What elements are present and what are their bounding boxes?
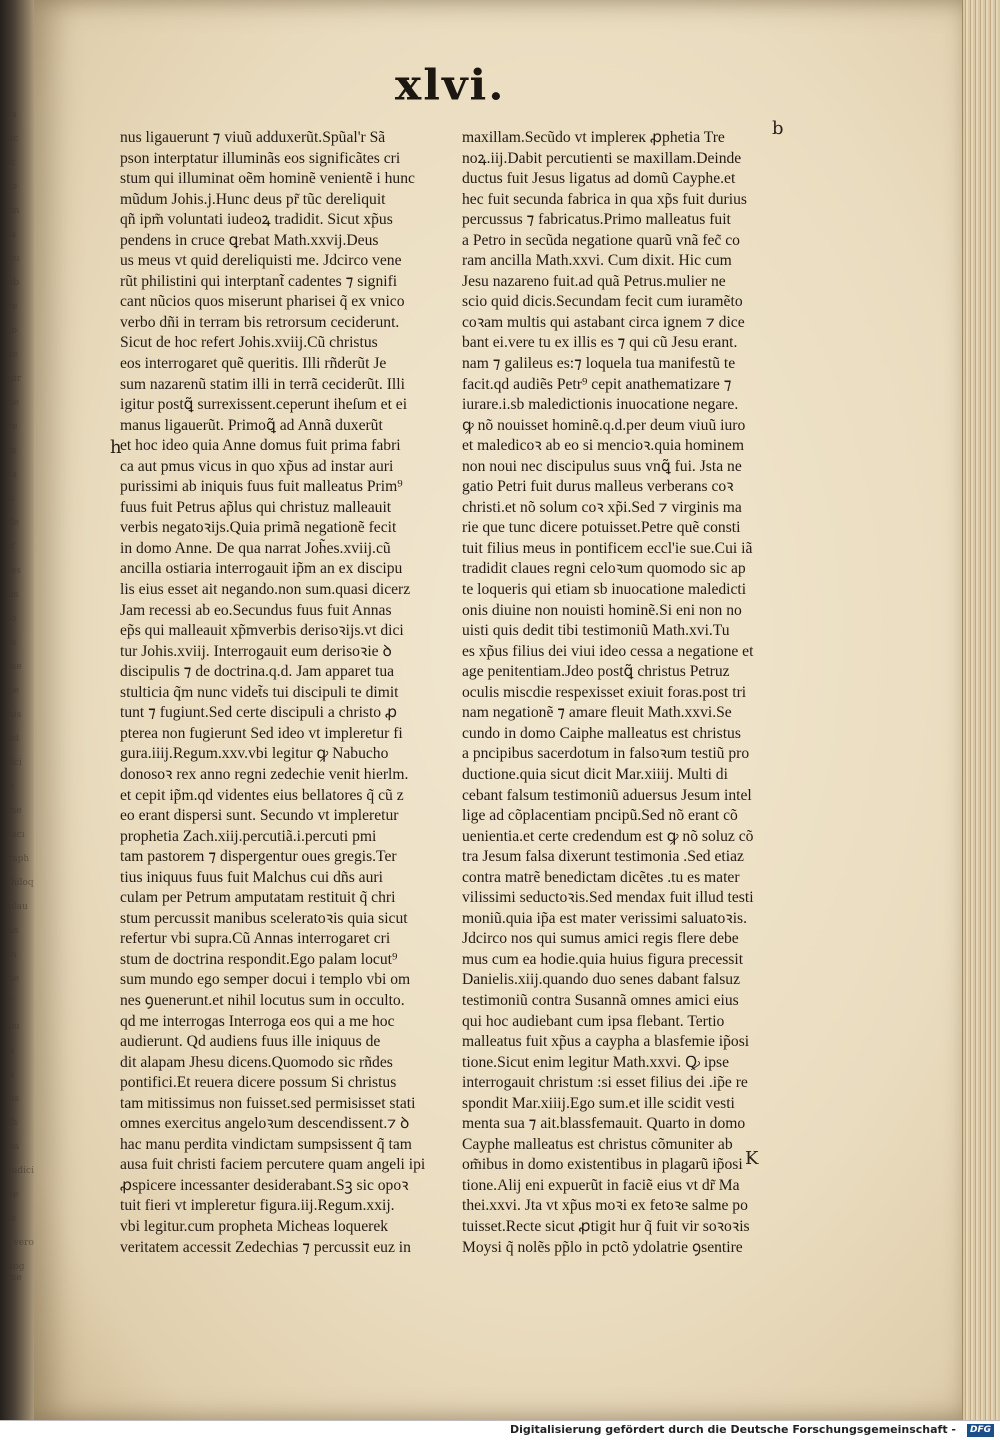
text-line: iurare.i.sb maledictionis inuocatione negare. (462, 396, 739, 414)
text-line: cebant falsum testimoniũ aduersus Jesum intel (462, 786, 752, 804)
edge-fragment: d' (8, 542, 17, 552)
text-line: om̃ibus in domo existentibus in plagarũ ip̃osi (462, 1156, 743, 1174)
text-line: a Petro in secũda negatione quarũ vnã fec̃ co (462, 231, 740, 249)
edge-fragment: fa (8, 110, 17, 120)
edge-fragment: de (8, 518, 20, 528)
text-line: uisti quis dedit tibi testimoniũ Math.xvi.Tu (462, 622, 730, 640)
marginal-mark-b: b (772, 118, 784, 139)
text-line: scio quid dicis.Secundam fecit cum iuramẽto (462, 293, 743, 311)
text-line: hec fuit secunda fabrica in qua xp̃s fuit durius (462, 190, 747, 208)
edge-fragment: ihiloq (8, 878, 34, 888)
text-line: lis eius esset ait negando.non sum.quasi dicerz (120, 581, 411, 599)
edge-fragment: Jo (8, 326, 18, 336)
text-line: tione.Alij eni expuerũt in faciẽ eius vt dr̃ Ma (462, 1176, 740, 1194)
edge-fragment: gir (8, 374, 21, 384)
edge-fragment: i vero (8, 1238, 34, 1248)
text-line: pterea non fugierunt Sed ideo vt impleretur fi (120, 724, 403, 742)
text-line: a pncipibus sacerdotum in falsoꝛum testiũ pro (462, 745, 750, 763)
text-line: thei.xxvi. Jta vt xp̃us moꝛi ex fetoꝛe salme po (462, 1197, 748, 1215)
text-line: cant nũcios quos miserunt pharisei q̃ ex vnico (120, 293, 405, 311)
text-line: tunt ⁊ fugiunt.Sed certe discipuli a christo ꝓ (120, 704, 398, 722)
edge-fragment: lis (8, 590, 19, 600)
text-line: qui hoc audiebant cum ipsa flebant. Tertio (462, 1012, 725, 1030)
text-line: refertur vbi supra.Cũ Annas interrogaret cri (120, 930, 391, 948)
text-line: spondit Mar.xiiij.Ego sum.et ille scidit vesti (462, 1094, 735, 1112)
text-line: rũt philistini qui interptant̃ cadentes ⁊ signifi (120, 272, 398, 290)
text-line: hac manu perdita vindictam sumpsissent q̃ tam (120, 1135, 412, 1153)
edge-fragment: ne (8, 398, 20, 408)
edge-fragment: me (8, 806, 22, 816)
edge-fragment: ie (8, 1214, 17, 1224)
footer-bar (0, 1420, 1000, 1440)
text-line: stum qui illuminat oẽm hominẽ venientẽ i hunc (120, 170, 415, 188)
edge-fragment: n (8, 1070, 14, 1080)
text-line: coꝛam multis qui astabant circa ignem ⁊ dice (462, 313, 745, 331)
edge-fragment: ac (8, 134, 19, 144)
text-line: malleatus fuit xp̃us a caypha a blasfemie ip̃osi (462, 1033, 750, 1051)
text-line: ca aut pmus vicus in quo xp̃us ad instar auri (120, 457, 394, 475)
text-line: stum de doctrina respondit.Ego palam locut⁹ (120, 950, 398, 968)
text-line: menta sua ⁊ ait.blassfemauit. Quarto in domo (462, 1115, 746, 1133)
right-text-column (462, 128, 780, 1258)
edge-fragment: ab (8, 278, 20, 288)
text-line: igitur postꝗ̃ surrexissent.ceperunt iheſum et ei (120, 396, 408, 414)
edge-fragment: th (8, 1118, 18, 1128)
text-line: maxillam.Secũdo vt implereĸ ꝓphetia Tre (462, 129, 725, 146)
edge-fragment: pe (8, 686, 20, 696)
text-line: nam negationẽ ⁊ amare fleuit Math.xxvi.Se (462, 704, 732, 722)
marginal-mark-h: h (110, 437, 122, 458)
edge-fragment: se (8, 350, 18, 360)
edge-fragment: ad (8, 734, 20, 744)
text-line: vbi legitur.cum propheta Micheas loquerek (120, 1217, 389, 1235)
edge-fragment: tis (8, 1094, 20, 1104)
text-line: Jesu nazareno fuit.ad quã Petrus.mulier ne (462, 272, 726, 290)
text-line: bant ei.vere tu ex illis es ⁊ qui cũ Jesu erant. (462, 334, 738, 352)
edge-fragment: n (8, 1046, 14, 1056)
text-line: pontifici.Et reuera dicere possum Si christus (120, 1074, 397, 1092)
text-line: manus ligauerũt. Primoꝗ̃ ad Annã duxerũt (120, 416, 383, 434)
text-line: Cayphe malleatus est christus cõmuniter ab (462, 1135, 733, 1153)
edge-fragment: ta (8, 470, 17, 480)
text-line: et cepit ip̃m.qd videntes eius bellatores q̃ cũ z (120, 786, 404, 804)
text-line: ductione.quia sicut dicit Mar.xiiij. Multi di (462, 765, 728, 783)
edge-fragment: fici (8, 758, 22, 768)
text-line: sum mundo ego semper docui i templo vbi om (120, 971, 411, 989)
edge-fragment: m (8, 446, 17, 456)
edge-fragment: ic (8, 158, 16, 168)
edge-fragment: nis (8, 710, 22, 720)
edge-fragment: io (8, 614, 17, 624)
text-line: age penitentiam.Jdeo postꝗ̃ christus Petruz (462, 663, 730, 681)
text-line: pendens in cruce ꝗrebat Math.xxvij.Deus (120, 231, 379, 249)
text-line: veritatem accessit Zedechias ⁊ percussit euz in (120, 1238, 411, 1256)
text-line: mus cum ea hodie.quia huius figura precessit (462, 950, 744, 968)
text-line: oculis miscdie respexisset exiuit foras.post tri (462, 683, 747, 701)
edge-fragment: na (8, 1142, 20, 1152)
text-line: nes ꝯuenerunt.et nihil locutus sum in occulto. (120, 991, 405, 1009)
edge-fragment: raph (8, 854, 30, 864)
text-line: tradidit claues regni celoꝛum quomodo sic ap (462, 560, 746, 578)
folio-number: xlvi. (395, 61, 506, 110)
text-line: testimoniũ contra Susannã omnes amici eius (462, 991, 739, 1009)
text-line: eos interrogaret quẽ queritis. Illi rñderũt Je (120, 355, 387, 373)
text-line: qd me interrogas Interroga eos qui a me hoc (120, 1012, 395, 1030)
edge-fragment: in (8, 950, 17, 960)
text-line: et hoc ideo quia Anne domus fuit prima fabri (120, 437, 401, 455)
text-line: Jam recessi ab eo.Secundus fuus fuit Annas (120, 601, 392, 619)
text-line: stum percussit manibus sceleratoꝛis quia sicut (120, 909, 408, 927)
text-line: facit.qd audiẽs Petr⁹ cepit anathematizare ⁊ (462, 375, 732, 393)
text-line: audierunt. Qd audiens fuus ille iniquus de (120, 1033, 381, 1051)
text-line: non noui nec discipulus suus vnꝗ̃ fui. Jsta ne (462, 457, 742, 475)
text-line: donosoꝛ rex anno regni zedechie venit hierlm. (120, 765, 409, 783)
text-line: ram ancilla Math.xxvi. Cum dixit. Hic cum (462, 252, 732, 270)
text-line: Moysi q̃ nolẽs pp̃lo in pctõ ydolatrie ꝯsentire (462, 1238, 743, 1256)
edge-fragment: f (8, 998, 12, 1008)
text-line: tam mitissimus non fuisset.sed permisisset stati (120, 1094, 416, 1112)
text-line: verbis negatoꝛijs.Quia primã negationẽ fecit (120, 519, 397, 537)
text-line: tra Jesum falsa dixerunt testimonia .Sed etiaz (462, 848, 744, 866)
text-line: qñ ipm̃ voluntati iudeoꝝ tradidit. Sicut xp̃us (120, 211, 393, 229)
edge-fragment: us (8, 926, 19, 936)
text-line: ꝙ nõ nouisset hominẽ.q.d.per deum viuũ iuro (462, 416, 746, 434)
text-line: Jdcirco nos qui sumus amici regis flere debe (462, 930, 739, 948)
edge-fragment: to (8, 182, 18, 192)
text-line: vilissimi seductoꝛis.Sed mendax fuit illud testi (462, 889, 754, 907)
text-line: cundo in domo Caiphe malleatus est christus (462, 724, 741, 742)
page-fore-edge (962, 0, 1000, 1420)
edge-fragment: ies (8, 566, 21, 576)
left-text-column (120, 128, 450, 1258)
text-line: tius iniquus fuus fuit Malchus cui dñs auri (120, 868, 383, 886)
text-line: ausa fuit christi faciem percutere quam angeli ipi (120, 1156, 426, 1174)
text-line: in domo Anne. De qua narrat Joh̃es.xviij.cũ (120, 539, 391, 557)
text-line: prophetia Zach.xiij.percutiã.i.percuti pmi (120, 827, 377, 845)
edge-fragment: re (8, 302, 18, 312)
signature-mark: K (745, 1148, 759, 1169)
edge-fragment: eog me (8, 1262, 25, 1283)
edge-fragment: me (8, 662, 22, 672)
text-line: dit alapam Jhesu dicens.Quomodo sic rñdes (120, 1053, 393, 1071)
dfg-logo: DFG (967, 1424, 994, 1437)
text-line: tur Johis.xviij. Interrogauit eum derisoꝛie ꝺ (120, 642, 392, 660)
text-line: sum nazarenũ statim illi in terrã ceciderũt. Illi (120, 375, 405, 393)
text-line: ancilla ostiaria interrogauit ip̃m an ex discipu (120, 560, 403, 578)
text-line: eo erant dispersi sunt. Secundo vt impleretur (120, 807, 399, 825)
digitization-note: Digitalisierung gefördert durch die Deutsche Forschungsgemeinschaft - (509, 1423, 956, 1436)
edge-fragment: plau (8, 902, 28, 912)
text-line: et maledicoꝛ ab eo si mencioꝛ.quia hominem (462, 437, 744, 455)
text-line: verbo dñi in terram bis retrorsum ceciderunt. (120, 313, 400, 331)
text-line: omnes exercitus angeloꝛum descendissent.⁊ ꝺ (120, 1115, 410, 1133)
text-line: gatio Petri fuit durus malleus verberans coꝛ (462, 478, 734, 496)
text-line: ep̃s qui malleauit xp̃mverbis derisoꝛijs.vt dici (120, 622, 404, 640)
text-line: ductus fuit Jesus ligatus ad domũ Cayphe.et (462, 170, 736, 188)
text-line: purissimi ab iniquis fuus fuit malleatus Prim⁹ (120, 478, 403, 496)
edge-fragment: n (8, 494, 14, 504)
text-line: interrogauit christum :si esset filius dei .ip̃e re (462, 1074, 748, 1092)
text-line: lige ad cõplacentiam pncipũ.Sed nõ erant cõ (462, 807, 738, 825)
edge-fragment: re (8, 422, 18, 432)
edge-fragment: ne (8, 974, 20, 984)
text-line: tam pastorem ⁊ dispergentur oues gregis.Ter (120, 848, 397, 866)
edge-fragment: n (8, 782, 14, 792)
text-line: percussus ⁊ fabricatus.Primo malleatus fuit (462, 211, 731, 229)
text-line: tuit filius meus in pontificem eccl'ie sue.Cui iã (462, 539, 753, 557)
text-line: culam per Petrum amputatam restituit q̃ chri (120, 889, 396, 907)
text-line: te loqueris qui etiam sb inuocatione maledicti (462, 581, 747, 599)
text-line: mũdum Johis.j.Hunc deus pr̃ tũc dereliquit (120, 190, 386, 208)
text-line: es xp̃us filius dei viui ideo cessa a negatione et (462, 642, 754, 660)
text-line: gura.iiij.Regum.xxv.vbi legitur ꝙ Nabucho (120, 745, 389, 763)
text-line: discipulis ⁊ de doctrina.q.d. Jam apparet tua (120, 663, 395, 681)
text-line: moniũ.quia ip̃a est mater verissimi saluatoꝛis. (462, 909, 747, 927)
text-line: nus ligauerunt ⁊ viuũ adduxerũt.Spũal'r Sã (120, 129, 386, 146)
edge-fragment: ve (8, 1190, 19, 1200)
edge-fragment: pu (8, 1022, 20, 1032)
text-line: pson interptatur illuminãs eos significãtes cri (120, 149, 401, 167)
text-line: rie que tunc dicere potuisset.Petre quẽ consti (462, 519, 741, 537)
text-line: contra matrẽ benedictam dicẽtes .tu es mater (462, 868, 740, 886)
text-line: stulticia q̃m nunc videt̃s tui discipuli te dimit (120, 683, 399, 701)
text-line: tuit fieri vt impleretur figura.iij.Regum.xxij. (120, 1197, 395, 1215)
text-line: Danielis.xiij.quando duo senes dabant falsuz (462, 971, 741, 989)
text-line: noꝝ.iij.Dabit percutienti se maxillam.Deinde (462, 149, 742, 167)
text-line: Sicut de hoc refert Johis.xviij.Cũ christus (120, 334, 378, 352)
text-line: tuisset.Recte sicut ꝓtigit hur q̃ fuit vir soꝛoꝛis (462, 1217, 750, 1235)
edge-fragment: ia (8, 230, 17, 240)
edge-fragment: im (8, 206, 20, 216)
text-line: fuus fuit Petrus ap̃lus qui christuz malleauit (120, 498, 392, 516)
text-line: christi.et nõ solum coꝛ xp̃i.Sed ⁊ virginis ma (462, 498, 742, 516)
text-line: tione.Sicut enim legitur Math.xxvi. Ꝙ ipse (462, 1053, 730, 1071)
edge-fragment: m (8, 638, 17, 648)
edge-fragment: Judici (8, 1166, 34, 1176)
text-line: uenientia.et certe credendum est ꝙ nõ soluz cõ (462, 827, 754, 845)
text-line: onis diuine non nouisti hominẽ.Si eni non no (462, 601, 742, 619)
edge-fragment: bu (8, 254, 20, 264)
text-line: us meus vt quid dereliquisti me. Jdcirco vene (120, 252, 402, 270)
text-line: nam ⁊ galileus es:⁊ loquela tua manifestũ te (462, 355, 736, 373)
text-line: ꝓspicere incessanter desiderabant.Sꝫ sic opoꝛ (120, 1176, 409, 1194)
edge-fragment: facı (8, 830, 25, 840)
